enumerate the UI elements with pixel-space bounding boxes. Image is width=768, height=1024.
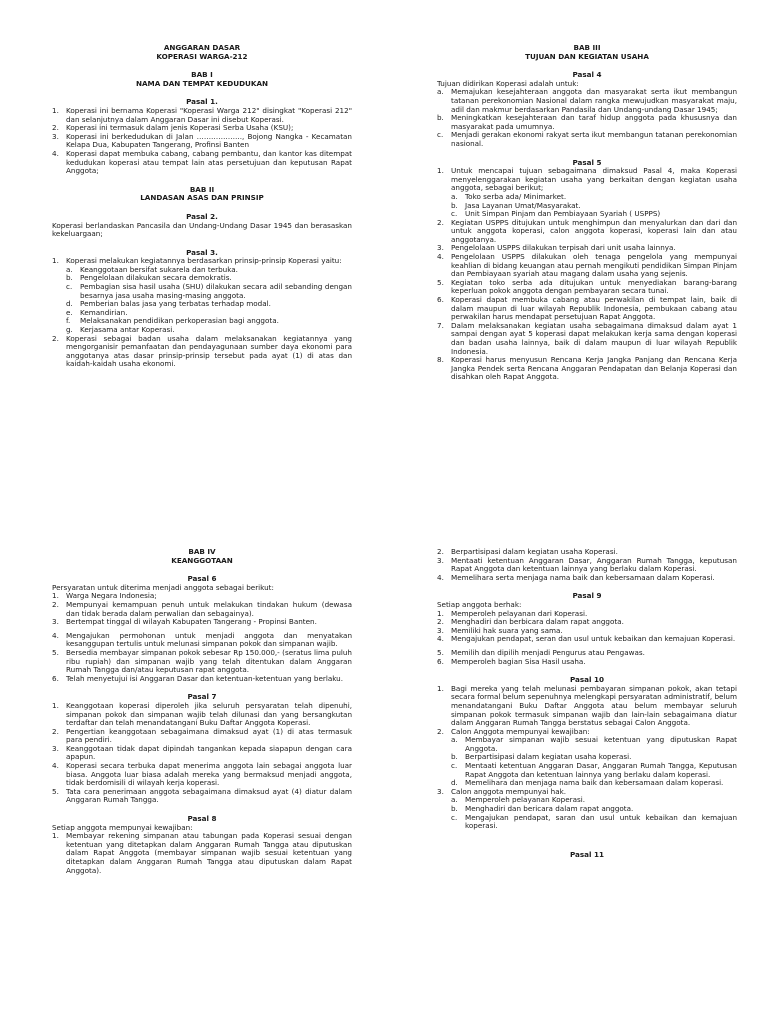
pasal-heading: Pasal 10 <box>569 675 605 685</box>
paragraph: Setiap anggota mempunyai kewajiban: <box>52 822 193 832</box>
list-item: 1. Untuk mencapai tujuan sebagaimana dimaksud Pasal 4, maka Koperasi menyelenggarakan kegiatan usaha yang berkaitan dengan kegiatan usaha anggota, sebagai berikut; <box>437 166 737 193</box>
page2-right-column <box>437 548 737 859</box>
list-item: 6. Telah menyetujui isi Anggaran Dasar dan ketentuan-ketentuan yang berlaku. <box>52 673 344 683</box>
sub-item: a. Membayar simpanan wajib sesuai ketentuan yang diputuskan Rapat Anggota. <box>451 735 737 753</box>
list-item: 3. Mentaati ketentuan Anggaran Dasar, Anggaran Rumah Tangga, keputusan Rapat Anggota dan ketentuan lainnya yang berlaku dalam Koperasi. <box>437 555 737 574</box>
list-item: a. Memajukan kesejahteraan anggota dan masyarakat serta ikut membangun tatanan perekonomian Nasional dalam rangka mewujudkan masyarakat maju, adil dan makmur berdasarkan Pandasila dan Undang-undang Dasar 1945; <box>437 87 737 114</box>
list-item: 4. Koperasi secara terbuka dapat menerima anggota lain sebagai anggota luar biasa. Anggota luar biasa adalah mereka yang bermaksud menjadi anggota, tidak berdomisili di wilayah kerja koperasi. <box>52 761 352 788</box>
list-item: 3. Bertempat tinggal di wilayah Kabupaten Tangerang - Propinsi Banten. <box>52 617 317 627</box>
list-item: 5. Tata cara penerimaan anggota sebagaimana dimaksud ayat (4) diatur dalam Anggaran Rumah Tangga. <box>52 786 352 805</box>
list-item: 2. Mempunyai kemampuan penuh untuk melakukan tindakan hukum (dewasa dan tidak berada dalam perwalian dan sebagainya). <box>52 599 352 618</box>
list-item: 2. Koperasi ini termasuk dalam jenis Koperasi Serba Usaha (KSU); <box>52 123 294 133</box>
sub-item: e. Kemandirian. <box>66 307 128 317</box>
doc-subtitle: KOPERASI WARGA-212 <box>156 51 248 61</box>
list-item: 4. Memelihara serta menjaga nama baik dan kebersamaan dalam Koperasi. <box>437 572 715 582</box>
list-item: 3. Keanggotaan tidak dapat dipindah tangankan kepada siapapun dengan cara apapun. <box>52 743 352 762</box>
sub-item: b. Pengelolaan dilakukan secara demokratis. <box>66 273 232 283</box>
list-item: 1. Memperoleh pelayanan dari Koperasi. <box>437 608 588 618</box>
bab-title: TUJUAN DAN KEGIATAN USAHA <box>525 51 649 61</box>
pasal-heading: Pasal 11 <box>569 849 605 859</box>
paragraph: Koperasi berlandaskan Pancasila dan Undang-Undang Dasar 1945 dan berasaskan kekeluargaan; <box>52 220 352 239</box>
pasal-heading: Pasal 9 <box>572 591 602 601</box>
list-item: 6. Koperasi dapat membuka cabang atau perwakilan di tempat lain, baik di dalam maupun di luar wilayah Republik Indonesia, pembukaan cabang atau perwakilan harus mendapat persetujuan Rapat Anggota. <box>437 295 737 322</box>
list-item: 1. Membayar rekening simpanan atau tabungan pada Koperasi sesuai dengan ketentuan yang ditetapkan dalam Anggaran Rumah Tangga atau diputuskan dalam Rapat Anggota (membayar simpanan wajib sesuai ketentuan yang ditetapkan dalam Anggaran Rumah Tangga atau diputuskan dalam Rapat Anggota). <box>52 831 352 875</box>
list-item: 4. Mengajukan pendapat, seran dan usul untuk kebaikan dan kemajuan Koperasi. <box>437 634 736 644</box>
list-item: 1. Warga Negara Indonesia; <box>52 591 157 601</box>
list-item: 4. Koperasi dapat membuka cabang, cabang pembantu, dan kantor kas ditempat kedudukan koperasi atau tempat lain atas persetujuan dan keputusan Rapat Anggota; <box>52 148 352 176</box>
list-item: 2. Pengertian keanggotaan sebagaimana dimaksud ayat (1) di atas termasuk para pendiri. <box>52 726 352 745</box>
list-item: 1. Koperasi ini bernama Koperasi "Koperasi Warga 212" disingkat "Koperasi 212" dan selanjutnya dalam Anggaran Dasar ini disebut Koperasi. <box>52 105 352 124</box>
list-item: 4. Pengelolaan USPPS dilakukan oleh tenaga pengelola yang mempunyai keahlian di bidang keuangan atau pernah mengikuti pendidikan Simpan Pinjam dan Pembiayaan syariah atau magang dalam usaha yang sejenis. <box>437 252 737 279</box>
bab-heading: BAB III <box>573 43 601 52</box>
list-item: 3. Koperasi ini berkedudukan di Jalan ………………., Bojong Nangka - Kecamatan Kelapa Dua, Kabupaten Tangerang, Profinsi Banten <box>52 131 352 150</box>
bab-heading: BAB IV <box>188 547 216 556</box>
bab-heading: BAB I <box>191 70 213 80</box>
paragraph: Persyaratan untuk diterima menjadi anggota sebagai berikut: <box>52 582 274 592</box>
pasal-heading: Pasal 6 <box>187 574 217 584</box>
bab-title: LANDASAN ASAS DAN PRINSIP <box>140 193 264 203</box>
list-item: 6. Memperoleh bagian Sisa Hasil usaha. <box>437 656 586 666</box>
bab-title: NAMA DAN TEMPAT KEDUDUKAN <box>135 78 269 88</box>
list-item: 3. Pengelolaan USPPS dilakukan terpisah dari unit usaha lainnya. <box>437 243 676 253</box>
sub-item: d. Memelihara dan menjaga nama baik dan kebersamaan dalam koperasi. <box>451 778 724 788</box>
list-item: c. Menjadi gerakan ekonomi rakyat serta ikut membangun tatanan perekonomian nasional. <box>437 130 737 148</box>
sub-item: b. Berpartisipasi dalam kegiatan usaha koperasi. <box>451 752 632 762</box>
sub-item: b. Menghadiri dan bericara dalam rapat anggota. <box>451 804 634 814</box>
sub-item: c. Mengajukan pendapat, saran dan usul untuk kebaikan dan kemajuan koperasi. <box>451 812 737 831</box>
bab-heading: BAB II <box>189 184 215 194</box>
doc-title: ANGGARAN DASAR <box>163 43 241 52</box>
page1-right-column <box>437 44 737 382</box>
sub-item: a. Toko serba ada/ Minimarket. <box>451 191 567 201</box>
pasal-heading: Pasal 8 <box>187 814 217 824</box>
list-item: 2. Calon Anggota mempunyai kewajiban: <box>437 726 590 736</box>
list-item: 3. Memiliki hak suara yang sama. <box>437 625 563 635</box>
sub-item: a. Keanggotaan bersifat sukarela dan terbuka. <box>66 264 238 274</box>
list-item: 7. Dalam melaksanakan kegiatan usaha sebagaimana dimaksud dalam ayat 1 sampai dengan ayat 5 koperasi dapat melakukan kerja sama dengan koperasi dan badan usaha lainnya, baik di dalam maupun di luar wilayah Republik Indonesia. <box>437 320 737 356</box>
list-item: 2. Menghadiri dan berbicara dalam rapat anggota. <box>437 617 624 627</box>
pasal-heading: Pasal 3. <box>186 247 218 257</box>
bab-title: KEANGGOTAAN <box>171 555 233 565</box>
list-item: 1. Keanggotaan koperasi diperoleh jika seluruh persyaratan telah dipenuhi, simpanan pokok dan simpanan wajib telah dilunasi dan yang bersangkutan terdaftar dan telah menandatangani Buku Daftar Anggota Koperasi. <box>52 700 352 728</box>
list-item: 5. Bersedia membayar simpanan pokok sebesar Rp 150.000,- (seratus lima puluh ribu rupiah) dan simpanan wajib yang telah ditentukan dalam Anggaran Rumah Tangga dan/atau keputusan rapat anggota. <box>52 647 352 675</box>
sub-item: g. Kerjasama antar Koperasi. <box>66 325 175 335</box>
pasal-heading: Pasal 7 <box>187 692 217 702</box>
sub-item: b. Jasa Layanan Umat/Masyarakat. <box>451 200 581 210</box>
list-item: 5. Kegiatan toko serba ada ditujukan untuk menyediakan barang-barang keperluan pokok anggota dengan pembayaran secara tunai. <box>437 277 737 296</box>
list-item: 2. Kegiatan USPPS ditujukan untuk menghimpun dan menyalurkan dan dari dan untuk anggota koperasi, calon anggota koperasi, koperasi lain dan atau anggotanya. <box>437 217 737 244</box>
list-item: 8. Koperasi harus menyusun Rencana Kerja Jangka Panjang dan Rencana Kerja Jangka Pendek serta Rencana Anggaran Pendapatan dan Belanja Koperasi dan disahkan oleh Rapat Anggota. <box>437 355 737 382</box>
list-item: 5. Memilih dan dipilih menjadi Pengurus atau Pengawas. <box>437 647 645 657</box>
sub-item: f. Melaksanakan pendidikan perkoperasian bagi anggota. <box>66 316 279 326</box>
list-item: 1. Koperasi melakukan kegiatannya berdasarkan prinsip-prinsip Koperasi yaitu: <box>52 256 342 266</box>
sub-item: c. Unit Simpan Pinjam dan Pembiayaan Syariah ( USPPS) <box>451 209 661 219</box>
pasal-heading: Pasal 2. <box>186 211 218 221</box>
list-item: b. Meningkatkan kesejahteraan dan taraf hidup anggota pada khususnya dan masyarakat pada umumnya. <box>437 113 737 131</box>
pasal-heading: Pasal 4 <box>572 70 602 80</box>
list-item: 2. Koperasi sebagai badan usaha dalam melaksanakan kegiatannya yang mengorganisir pemanfaatan dan pendayagunaan sumber daya ekonomi para anggotanya atas dasar prinsip-prinsip tersebut pada ayat (1) di atas dan kaidah-kaidah usaha ekonomi. <box>52 333 352 369</box>
sub-item: a. Memperoleh pelayanan Koperasi. <box>451 795 586 805</box>
sub-item: c. Mentaati ketentuan Anggaran Dasar, Anggaran Rumah Tangga, Keputusan Rapat Anggota dan ketentuan lainnya yang berlaku dalam koperasi. <box>451 761 737 779</box>
pasal1-list <box>52 107 352 176</box>
sub-item: d. Pemberian balas jasa yang terbatas terhadap modal. <box>66 299 271 309</box>
list-item: 1. Bagi mereka yang telah melunasi pembayaran simpanan pokok, akan tetapi secara formal belum sepenuhnya melengkapi persyaratan administratif, belum menandatangani Buku Daftar Anggota atau belum membayar seluruh simpanan pokok termasuk simpanan wajib dan lain-lain sebagaimana diatur dalam Anggaran Rumah Tangga berstatus sebagai Calon Anggota. <box>437 683 737 728</box>
document-page-2 <box>0 512 768 1024</box>
paragraph: Setiap anggota berhak: <box>437 599 522 609</box>
paragraph: Tujuan didirikan Koperasi adalah untuk: <box>437 78 579 88</box>
list-item: 4. Mengajukan permohonan untuk menjadi anggota dan menyatakan kesanggupan tertulis untuk melunasi simpanan pokok dan simpanan wajib. <box>52 630 352 649</box>
list-item: 3. Calon anggota mempunyai hak. <box>437 786 567 796</box>
page2-left-column <box>52 548 352 875</box>
list-item: 2. Berpartisipasi dalam kegiatan usaha Koperasi. <box>437 547 618 556</box>
pasal-heading: Pasal 1. <box>186 97 218 107</box>
pasal-heading: Pasal 5 <box>572 157 602 167</box>
sub-item: c. Pembagian sisa hasil usaha (SHU) dilakukan secara adil sebanding dengan besarnya jasa usaha masing-masing anggota. <box>66 282 352 300</box>
page1-left-column <box>52 44 352 369</box>
